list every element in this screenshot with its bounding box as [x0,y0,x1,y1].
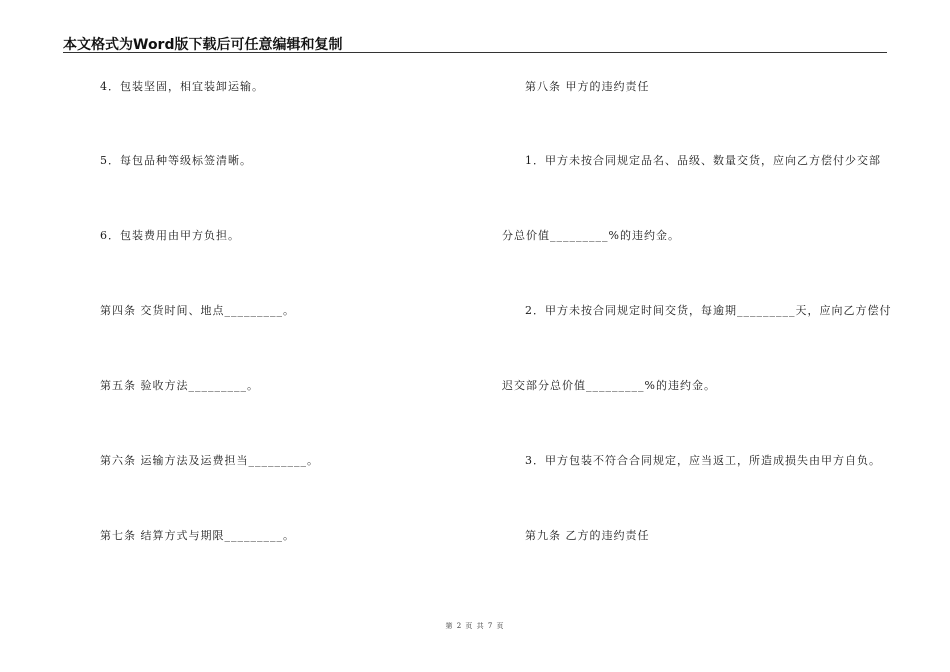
left-line-labels-clear: 5．每包品种等级标签清晰。 [100,154,252,167]
right-line-clause-1: 1．甲方未按合同规定品名、品级、数量交货，应向乙方偿付少交部 [525,154,881,167]
right-line-article-9: 第九条 乙方的违约责任 [525,529,650,542]
right-line-article-8: 第八条 甲方的违约责任 [525,80,650,93]
header-title: 本文格式为Word版下载后可任意编辑和复制 [63,37,343,53]
left-line-article-4: 第四条 交货时间、地点_________。 [100,304,295,317]
left-line-article-5: 第五条 验收方法_________。 [100,379,259,392]
page-number: 第 2 页 共 7 页 [445,622,505,630]
right-line-clause-2: 2．甲方未按合同规定时间交货，每逾期_________天，应向乙方偿付 [525,304,892,317]
left-line-article-6: 第六条 运输方法及运费担当_________。 [100,454,319,467]
right-line-clause-2-cont: 迟交部分总价值_________%的违约金。 [502,379,716,392]
right-line-clause-1-cont: 分总价值_________%的违约金。 [502,229,680,242]
left-line-packaging-sturdy: 4．包装坚固，相宜装卸运输。 [100,80,264,93]
document-header [63,30,887,53]
left-line-article-7: 第七条 结算方式与期限_________。 [100,529,295,542]
right-line-clause-3: 3．甲方包装不符合合同规定，应当返工，所造成损失由甲方自负。 [525,454,881,467]
left-line-packaging-cost: 6．包装费用由甲方负担。 [100,229,240,242]
